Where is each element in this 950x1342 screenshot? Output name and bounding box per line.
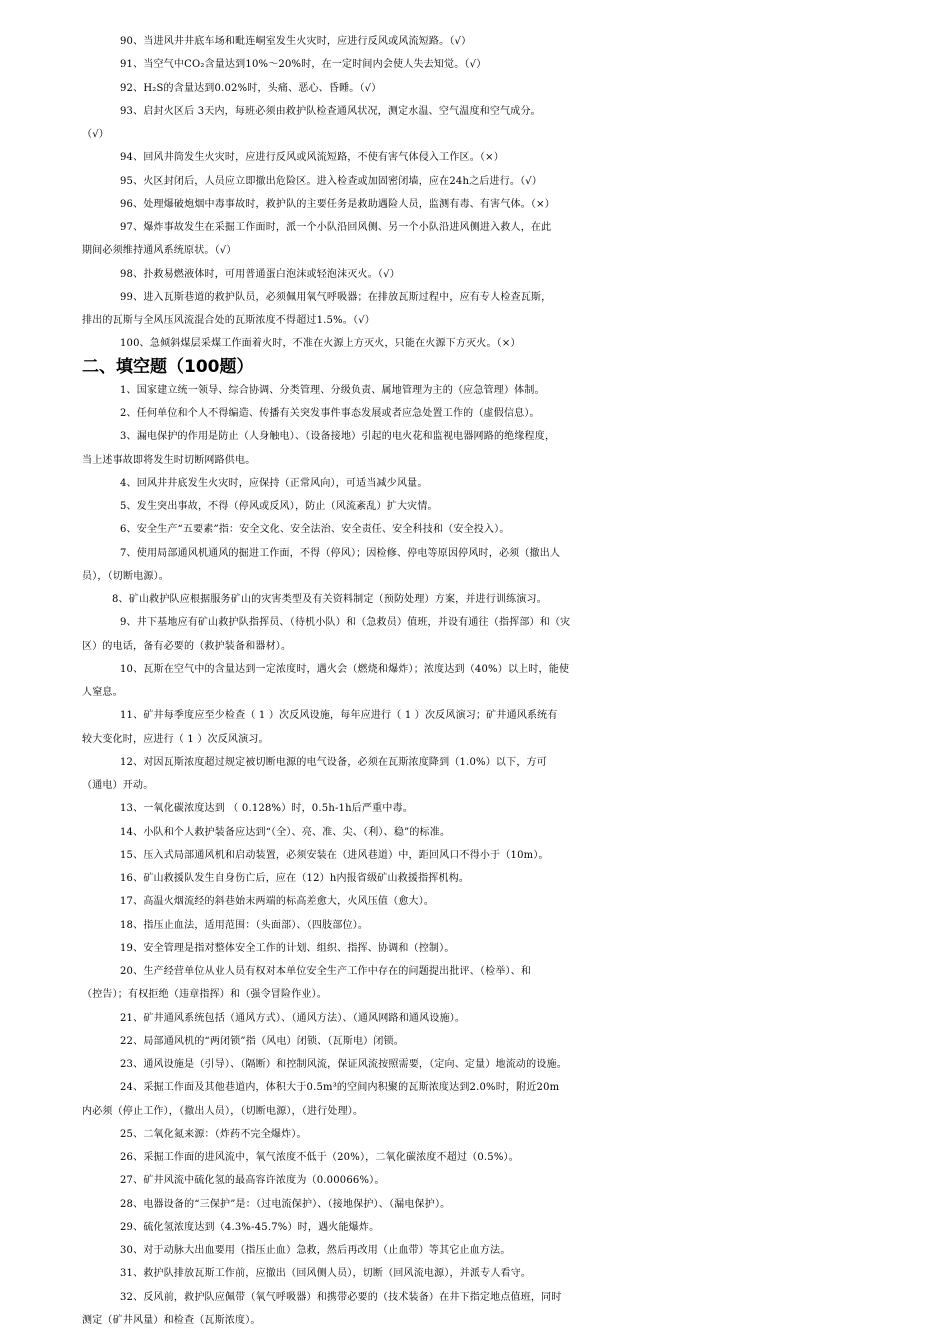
fill-item-1: 1、国家建立统一领导、综合协调、分类管理、分级负责、属地管理为主的（应急管理）体制。 [120,384,545,396]
judgement-item-93-cont: （√） [82,129,109,140]
judgement-item-99-cont: 排出的瓦斯与全风压风流混合处的瓦斯浓度不得超过1.5%。（√） [82,315,375,326]
fill-item-14: 14、小队和个人救护装备应达到“（全）、亮、准、尖、（利）、稳”的标准。 [120,826,451,838]
fill-item-21: 21、矿井通风系统包括（通风方式）、（通风方法）、（通风网路和通风设施）。 [120,1012,466,1024]
judgement-item-97-cont: 期间必须维持通风系统原状。（√） [82,245,237,257]
fill-item-5: 5、发生突出事故，不得（停风或反风），防止（风流紊乱）扩大灾情。 [120,501,438,512]
section-heading: 二、填空题（100题） [82,356,254,377]
judgement-item-98: 98、扑救易燃液体时，可用普通蛋白泡沫或轻泡沫灭火。（√） [120,268,400,280]
fill-item-22: 22、局部通风机的“两闭锁”指（风电）闭锁、（瓦斯电）闭锁。 [120,1035,404,1047]
fill-item-30: 30、对于动脉大出血要用（指压止血）急救，然后再改用（止血带）等其它止血方法。 [120,1245,511,1256]
fill-item-2: 2、任何单位和个人不得编造、传播有关突发事件事态发展或者应急处置工作的（虚假信息）。 [120,408,540,419]
fill-item-20: 20、生产经营单位从业人员有权对本单位安全生产工作中存在的问题提出批评、（检举）、和 [120,966,532,977]
fill-item-12: 12、对因瓦斯浓度超过规定被切断电源的电气设备，必须在瓦斯浓度降到（1.0%）以下，方可 [120,756,547,768]
fill-item-32-cont: 测定（矿井风量）和检查（瓦斯浓度）。 [82,1314,261,1326]
fill-item-29: 29、硫化氢浓度达到（4.3%-45.7%）时，遇火能爆炸。 [120,1221,380,1233]
fill-item-3: 3、漏电保护的作用是防止（人身触电）、（设备接地）引起的电火花和监视电器网路的绝缘程度， [120,431,556,443]
fill-item-16: 16、矿山救援队发生自身伤亡后，应在（12）h内报省级矿山救援指挥机构。 [120,873,470,884]
fill-item-6: 6、安全生产“五要素”指：安全文化、安全法治、安全责任、安全科技和（安全投入）。 [120,524,510,536]
fill-item-24: 24、采掘工作面及其他巷道内，体积大于0.5m³的空间内积聚的瓦斯浓度达到2.0%时，附近20m [120,1082,560,1094]
fill-item-4: 4、回风井井底发生火灾时，应保持（正常风向），可适当减少风量。 [120,477,428,489]
fill-item-13: 13、一氧化碳浓度达到 （ 0.128%）时，0.5h-1h后严重中毒。 [120,803,413,815]
fill-item-24-cont: 内必须（停止工作），（撤出人员），（切断电源），（进行处理）。 [82,1105,364,1117]
fill-item-3-cont: 当上述事故即将发生时切断网路供电。 [82,454,256,466]
fill-item-23: 23、通风设施是（引导）、（隔断）和控制风流，保证风流按照需要，（定向、定量）地流动的设施。 [120,1059,567,1070]
judgement-item-90: 90、当进风井井底车场和毗连峒室发生火灾时，应进行反风或风流短路。（√） [120,36,472,47]
fill-item-12-cont: （通电）开动。 [82,780,154,791]
fill-item-7-cont: 员），（切断电源）。 [82,570,169,582]
fill-item-11-cont: 较大变化时，应进行（ 1 ）次反风演习。 [82,733,269,745]
fill-item-19: 19、安全管理是指对整体安全工作的计划、组织、指挥、协调和（控制）。 [120,942,455,954]
fill-item-8: 8、矿山救护队应根据服务矿山的灾害类型及有关资料制定（预防处理）方案，并进行训练演习。 [112,594,547,605]
judgement-item-95: 95、火区封闭后，人员应立即撤出危险区。进入检查或加固密闭墙，应在24h之后进行。（√） [120,175,543,187]
judgement-item-96: 96、处理爆破炮烟中毒事故时，救护队的主要任务是救助遇险人员，监测有毒、有害气体。（×） [120,198,555,210]
fill-item-11: 11、矿井每季度应至少检查（ 1 ）次反风设施，每年应进行（ 1 ）次反风演习；矿井通风系统有 [120,710,558,722]
fill-item-25: 25、二氧化氮来源：（炸药不完全爆炸）。 [120,1128,307,1140]
fill-item-9: 9、井下基地应有矿山救护队指挥员、（待机小队）和（急救员）值班，并设有通往（指挥部）和（灾 [120,617,571,629]
judgement-item-93: 93、启封火区后 3天内，每班必须由救护队检查通风状况，测定水温、空气温度和空气成分。 [120,105,541,117]
fill-item-28: 28、电器设备的“三保护”是：（过电流保护）、（接地保护）、（漏电保护）。 [120,1198,451,1210]
fill-item-10-cont: 人窒息。 [82,687,123,698]
fill-item-31: 31、救护队排放瓦斯工作前，应撤出（回风侧人员），切断（回风流电源），并派专人看守。 [120,1268,532,1280]
fill-item-15: 15、压入式局部通风机和启动装置，必须安装在（进风巷道）中，距回风口不得小于（10m）。 [120,849,549,861]
fill-item-27: 27、矿井风流中硫化氢的最高容许浓度为（0.00066%）。 [120,1175,385,1187]
fill-item-17: 17、高温火烟流经的斜巷始末两端的标高差愈大，火风压值（愈大）。 [120,896,435,908]
fill-item-18: 18、指压止血法，适用范围：（头面部）、（四肢部位）。 [120,919,369,931]
fill-item-7: 7、使用局部通风机通风的掘进工作面，不得（停风）；因检修、停电等原因停风时，必须（撤出人 [120,547,561,559]
fill-item-26: 26、采掘工作面的进风流中，氧气浓度不低于（20%），二氧化碳浓度不超过（0.5%）。 [120,1152,519,1163]
judgement-item-92: 92、H₂S的含量达到0.02%时，头痛、恶心、昏睡。（√） [120,82,382,94]
fill-item-32: 32、反风前，救护队应佩带（氧气呼吸器）和携带必要的（技术装备）在井下指定地点值班，同时 [120,1291,562,1303]
judgement-item-99: 99、进入瓦斯巷道的救护队员，必须佩用氧气呼吸器；在排放瓦斯过程中，应有专人检查瓦斯， [120,291,552,303]
judgement-item-94: 94、回风井筒发生火灾时，应进行反风或风流短路，不使有害气体侵入工作区。（×） [120,152,504,164]
judgement-item-100: 100、急倾斜煤层采煤工作面着火时，不准在火源上方灭火，只能在火源下方灭火。（×） [120,338,521,350]
fill-item-20-cont: （控告）；有权拒绝（违章指挥）和（强令冒险作业）。 [82,989,327,1001]
fill-item-9-cont: 区）的电话，备有必要的（救护装备和器材）。 [82,640,292,652]
fill-item-10: 10、瓦斯在空气中的含量达到一定浓度时，遇火会（燃烧和爆炸）；浓度达到（40%）以上时，能使 [120,663,570,675]
judgement-item-91: 91、当空气中CO₂含量达到10%～20%时，在一定时间内会使人失去知觉。（√） [120,59,487,71]
judgement-item-97: 97、爆炸事故发生在采掘工作面时，派一个小队沿回风侧、另一个小队沿进风侧进入救人，在此 [120,222,552,233]
